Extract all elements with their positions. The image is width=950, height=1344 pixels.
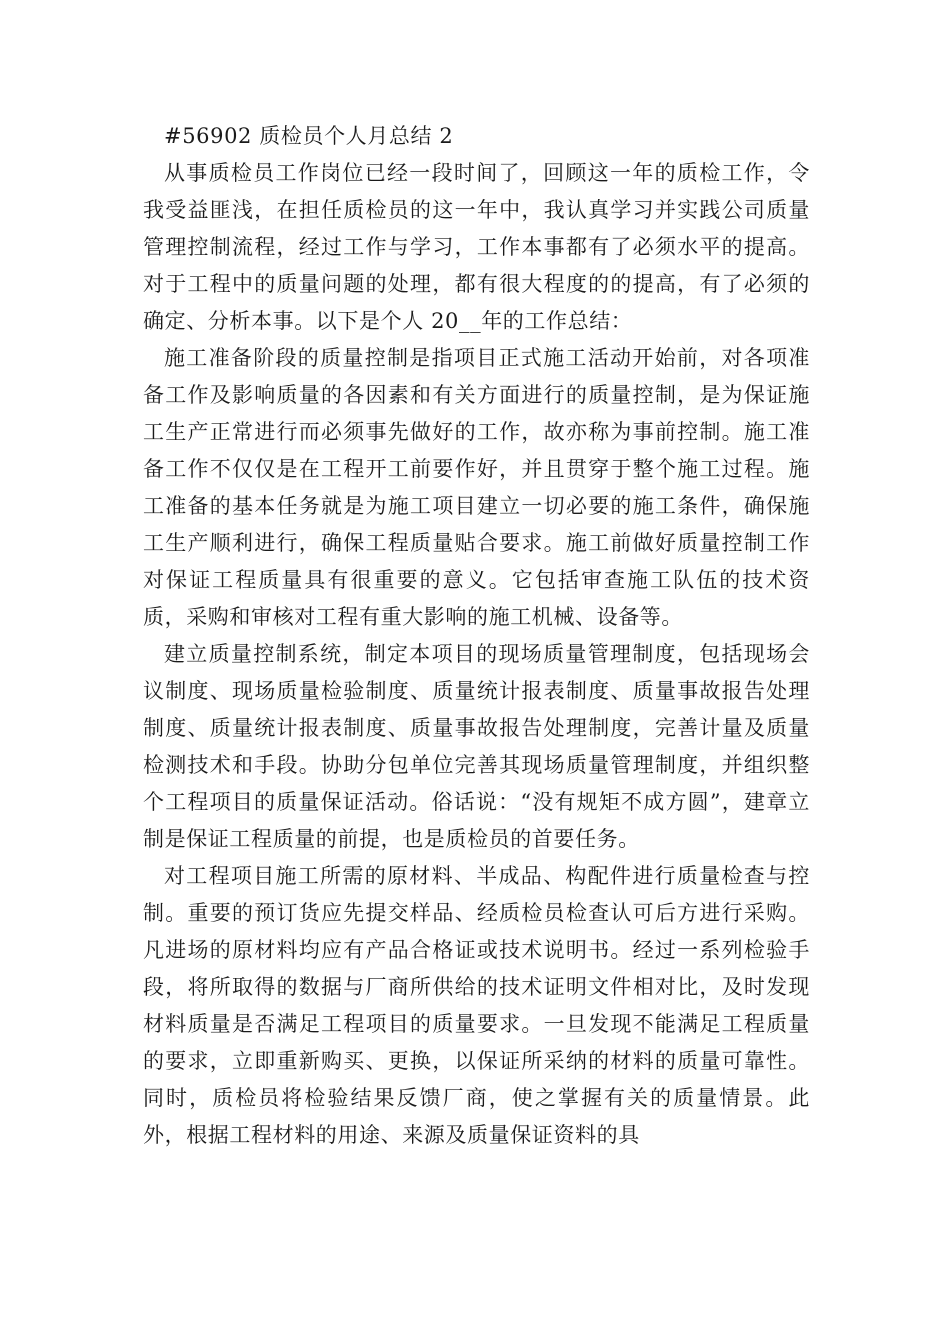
paragraph-summary-intro: 从事质检员工作岗位已经一段时间了，回顾这一年的质检工作，令我受益匪浅，在担任质检员的这一年中，我认真学习并实践公司质量管理控制流程，经过工作与学习，工作本事都有了必须水平的提高。对于工程中的质量问题的处理，都有很大程度的的提高，有了必须的确定、分析本事。以下是个人 20__年的工作总结： (143, 161, 810, 333)
document-page (143, 118, 810, 1154)
paragraph-material-inspection: 对工程项目施工所需的原材料、半成品、构配件进行质量检查与控制。重要的预订货应先提交样品、经质检员检查认可后方进行采购。凡进场的原材料均应有产品合格证或技术说明书。经过一系列检验手段，将所取得的数据与厂商所供给的技术证明文件相对比，及时发现材料质量是否满足工程项目的质量要求。一旦发现不能满足工程质量的要求，立即重新购买、更换，以保证所采纳的材料的质量可靠性。同时，质检员将检验结果反馈厂商，使之掌握有关的质量情景。此外，根据工程材料的用途、来源及质量保证资料的具 (143, 864, 810, 1147)
document-title: #56902 质检员个人月总结 2 (164, 124, 454, 148)
paragraph-quality-system: 建立质量控制系统，制定本项目的现场质量管理制度，包括现场会议制度、现场质量检验制度、质量统计报表制度、质量事故报告处理制度、质量统计报表制度、质量事故报告处理制度，完善计量及质量检测技术和手段。协助分包单位完善其现场质量管理制度，并组织整个工程项目的质量保证活动。俗话说：“没有规矩不成方圆”，建章立制是保证工程质量的前提，也是质检员的首要任务。 (143, 642, 810, 851)
paragraph-preparation-stage: 施工准备阶段的质量控制是指项目正式施工活动开始前，对各项准备工作及影响质量的各因素和有关方面进行的质量控制，是为保证施工生产正常进行而必须事先做好的工作，故亦称为事前控制。施工准备工作不仅仅是在工程开工前要作好，并且贯穿于整个施工过程。施工准备的基本任务就是为施工项目建立一切必要的施工条件，确保施工生产顺利进行，确保工程质量贴合要求。施工前做好质量控制工作对保证工程质量具有很重要的意义。它包括审查施工队伍的技术资质，采购和审核对工程有重大影响的施工机械、设备等。 (143, 346, 810, 629)
